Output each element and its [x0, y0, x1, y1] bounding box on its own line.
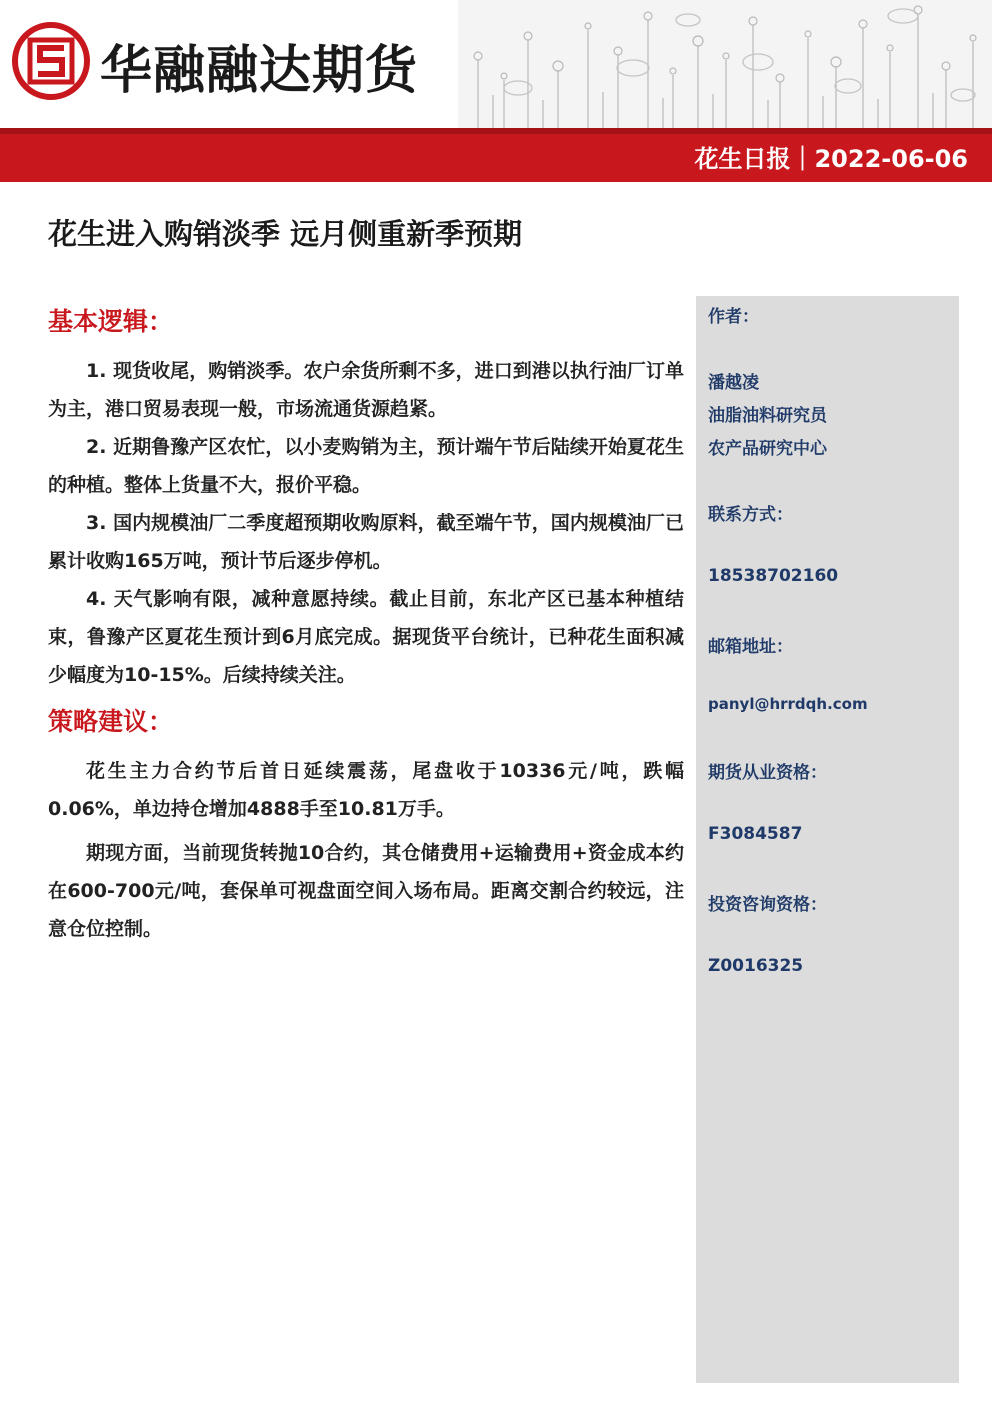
author-sidebar	[696, 296, 959, 1383]
author-department: 农产品研究中心	[708, 439, 827, 459]
logic-paragraph-2: 2. 近期鲁豫产区农忙，以小麦购销为主，预计端午节后陆续开始夏花生的种植。整体上货量不大，报价平稳。	[48, 436, 684, 496]
author-label: 作者：	[708, 307, 759, 327]
email-address[interactable]: panyl@hrrdqh.com	[708, 695, 868, 713]
contact-phone: 18538702160	[708, 566, 839, 586]
author-name: 潘越凌	[708, 373, 759, 393]
report-title: 花生进入购销淡季 远月侧重新季预期	[48, 217, 523, 251]
author-title: 油脂油料研究员	[708, 406, 827, 426]
section-heading-logic: 基本逻辑：	[48, 307, 174, 336]
section-heading-strategy: 策略建议：	[48, 707, 174, 736]
strategy-paragraph-1: 花生主力合约节后首日延续震荡，尾盘收于10336元/吨，跌幅0.06%，单边持仓增加4888手至10.81万手。	[48, 760, 684, 820]
strategy-paragraph-2: 期现方面，当前现货转抛10合约，其仓储费用+运输费用+资金成本约在600-700元/吨，套保单可视盘面空间入场布局。距离交割合约较远，注意仓位控制。	[48, 842, 684, 940]
futures-cert-label: 期货从业资格：	[708, 763, 827, 783]
advisory-cert-number: Z0016325	[708, 956, 804, 976]
header-decoration	[458, 0, 992, 128]
logic-paragraph-4: 4. 天气影响有限，减种意愿持续。截止目前，东北产区已基本种植结束，鲁豫产区夏花生预计到6月底完成。据现货平台统计，已种花生面积减少幅度为10-15%。后续持续关注。	[48, 588, 684, 686]
brand-name: 华融融达期货	[100, 40, 419, 101]
futures-cert-number: F3084587	[708, 824, 803, 844]
page-header	[0, 0, 992, 128]
contact-label: 联系方式：	[708, 505, 793, 525]
logic-paragraph-1: 1. 现货收尾，购销淡季。农户余货所剩不多，进口到港以执行油厂订单为主，港口贸易表现一般，市场流通货源趋紧。	[48, 360, 684, 420]
report-type-date: 花生日报｜2022-06-06	[694, 145, 968, 173]
advisory-cert-label: 投资咨询资格：	[708, 895, 827, 915]
logic-paragraph-3: 3. 国内规模油厂二季度超预期收购原料，截至端午节，国内规模油厂已累计收购165万吨，预计节后逐步停机。	[48, 512, 684, 572]
email-label: 邮箱地址：	[708, 637, 793, 657]
banner-edge	[0, 128, 992, 134]
report-body	[48, 300, 684, 948]
company-seal-icon	[12, 22, 90, 100]
